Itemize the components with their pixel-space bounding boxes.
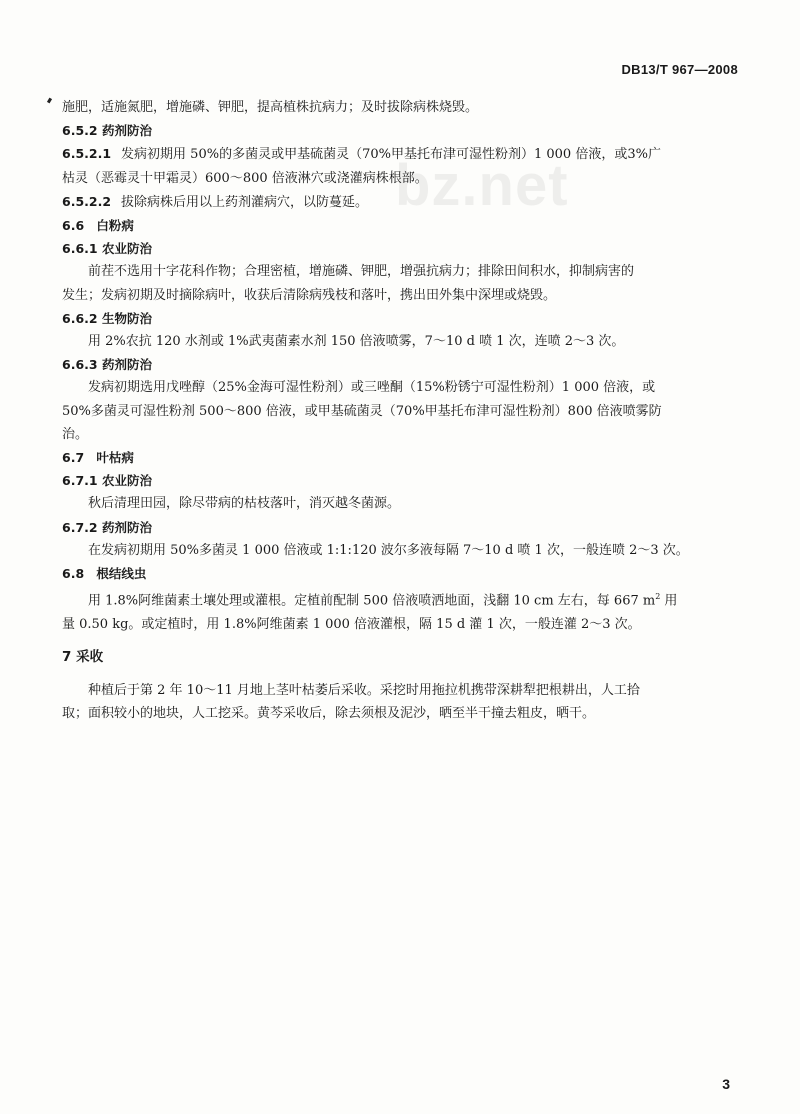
paragraph-line: 量 0.50 kg。或定植时，用 1.8%阿维菌素 1 000 倍液灌根，隔 15 d 灌 1 次，一般连灌 2～3 次。 bbox=[62, 616, 641, 632]
paragraph-line: 枯灵（恶霉灵十甲霜灵）600～800 倍液淋穴或浇灌病株根部。 bbox=[62, 170, 428, 186]
section-title: 药剂防治 bbox=[101, 519, 152, 535]
section-number: 6.6.1 bbox=[62, 241, 98, 257]
section-number: 6.6.2 bbox=[62, 310, 98, 326]
section-number: 6.5.2.1 bbox=[62, 146, 112, 162]
standard-code: DB13/T 967—2008 bbox=[621, 62, 738, 77]
section-title: 白粉病 bbox=[96, 218, 134, 234]
section-heading bbox=[62, 214, 740, 237]
section-heading bbox=[62, 237, 740, 260]
section-heading bbox=[62, 562, 740, 585]
paragraph-line: 发病初期选用戊唑醇（25%金海可湿性粉剂）或三唑酮（15%粉锈宁可湿性粉剂）1 000 倍液，或 bbox=[88, 380, 656, 396]
section-number: 6.5.2 bbox=[62, 123, 98, 139]
section-number: 6.5.2.2 bbox=[62, 193, 112, 209]
numbered-paragraph bbox=[62, 142, 740, 166]
paragraph-text: 发病初期用 50%的多菌灵或甲基硫菌灵（70%甲基托布津可湿性粉剂）1 000 倍液，或3%广 bbox=[121, 147, 661, 163]
paragraph-text: 用 bbox=[660, 593, 678, 609]
section-title: 农业防治 bbox=[101, 473, 152, 489]
numbered-paragraph bbox=[62, 190, 740, 214]
paragraph-line: 50%多菌灵可湿性粉剂 500～800 倍液，或甲基硫菌灵（70%甲基托布津可湿性粉剂）800 倍液喷雾防 bbox=[62, 403, 662, 419]
section-title: 农业防治 bbox=[101, 241, 152, 257]
watermark: bz.net bbox=[395, 153, 569, 218]
section-title: 生物防治 bbox=[101, 310, 152, 326]
section-number: 6.6 bbox=[62, 218, 85, 234]
paragraph-line: 前茬不选用十字花科作物；合理密植，增施磷、钾肥，增强抗病力；排除田间积水，抑制病害的 bbox=[88, 264, 635, 280]
superscript: 2 bbox=[655, 592, 661, 602]
paragraph-line: 秋后清理田园，除尽带病的枯枝落叶，消灭越冬菌源。 bbox=[88, 496, 401, 512]
section-title: 叶枯病 bbox=[96, 450, 134, 466]
section-heading bbox=[62, 119, 740, 142]
section-heading bbox=[62, 446, 740, 469]
section-heading bbox=[62, 516, 740, 539]
paragraph-line: 种植后于第 2 年 10～11 月地上茎叶枯萎后采收。采挖时用拖拉机携带深耕犁把根耕出，人工拾 bbox=[88, 683, 640, 699]
paragraph-line: 治。 bbox=[62, 426, 89, 442]
paragraph-line bbox=[62, 585, 740, 613]
section-heading bbox=[62, 469, 740, 492]
scan-mark bbox=[47, 98, 52, 104]
section-title: 采收 bbox=[76, 649, 104, 665]
paragraph-line: 取；面积较小的地块，人工挖采。黄芩采收后，除去须根及泥沙，晒至半干撞去粗皮，晒干。 bbox=[62, 706, 596, 722]
section-heading bbox=[62, 353, 740, 376]
paragraph-text: 用 1.8%阿维菌素土壤处理或灌根。定植前配制 500 倍液喷洒地面，浅翻 10 cm 左右，每 667 m bbox=[88, 593, 656, 609]
paragraph-line: 在发病初期用 50%多菌灵 1 000 倍液或 1:1:120 波尔多液每隔 7～10 d 喷 1 次，一般连喷 2～3 次。 bbox=[88, 542, 689, 558]
paragraph-line: 发生；发病初期及时摘除病叶，收获后清除病残枝和落叶，携出田外集中深埋或烧毁。 bbox=[62, 287, 557, 303]
section-heading bbox=[62, 307, 740, 330]
section-title: 根结线虫 bbox=[96, 566, 147, 582]
paragraph-line: 施肥，适施氮肥，增施磷、钾肥，提高植株抗病力；及时拔除病株烧毁。 bbox=[62, 100, 479, 115]
paragraph-text: 拔除病株后用以上药剂灌病穴，以防蔓延。 bbox=[121, 194, 369, 210]
section-number: 6.7.2 bbox=[62, 519, 98, 535]
section-number: 7 bbox=[62, 649, 72, 665]
section-number: 6.7 bbox=[62, 450, 85, 466]
paragraph-line: 用 2%农抗 120 水剂或 1%武夷菌素水剂 150 倍液喷雾，7～10 d 喷 1 次，连喷 2～3 次。 bbox=[88, 334, 625, 350]
section-title: 药剂防治 bbox=[101, 123, 152, 139]
section-number: 6.8 bbox=[62, 566, 85, 582]
document-body bbox=[62, 96, 740, 726]
section-title: 药剂防治 bbox=[101, 357, 152, 373]
section-number: 6.6.3 bbox=[62, 357, 98, 373]
page-number: 3 bbox=[722, 1076, 730, 1092]
section-number: 6.7.1 bbox=[62, 473, 98, 489]
chapter-heading bbox=[62, 646, 740, 669]
